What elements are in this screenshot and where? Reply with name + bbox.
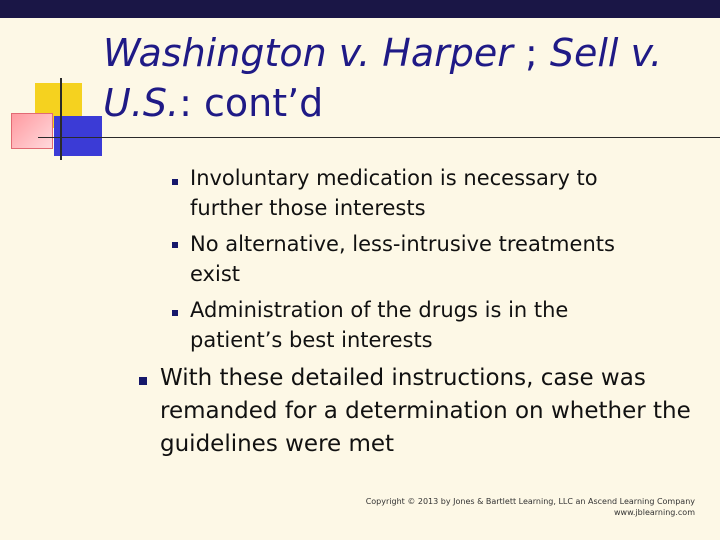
title-case-2: Sell v. U.S. (103, 31, 663, 125)
title-divider-line (38, 137, 720, 138)
website-link[interactable]: www.jblearning.com (613, 508, 695, 517)
slide-title (103, 28, 703, 128)
sub-bullet-1: Involuntary medication is necessary to further those interests (190, 166, 598, 220)
decor-red-square (11, 113, 53, 149)
sub-bullet-3: Administration of the drugs is in the patient’s best interests (190, 298, 569, 352)
sub-bullet-marker (172, 179, 178, 185)
title-separator: ; (512, 31, 550, 75)
title-case-1: Washington v. Harper (103, 31, 513, 75)
sub-bullet-2: No alternative, less-intrusive treatments exist (190, 232, 615, 286)
main-bullet: With these detailed instructions, case was remanded for a determination on whether the guidelines were met (160, 365, 691, 457)
top-bar (0, 0, 720, 18)
decor-vertical-line (60, 78, 62, 160)
sub-bullet-marker (172, 242, 178, 248)
sub-bullet-marker (172, 310, 178, 316)
copyright-footer (295, 496, 695, 518)
main-bullet-marker (139, 377, 147, 385)
copyright-text: Copyright © 2013 by Jones & Bartlett Learning, LLC an Ascend Learning Company (365, 497, 695, 506)
title-suffix: : cont’d (179, 81, 324, 125)
